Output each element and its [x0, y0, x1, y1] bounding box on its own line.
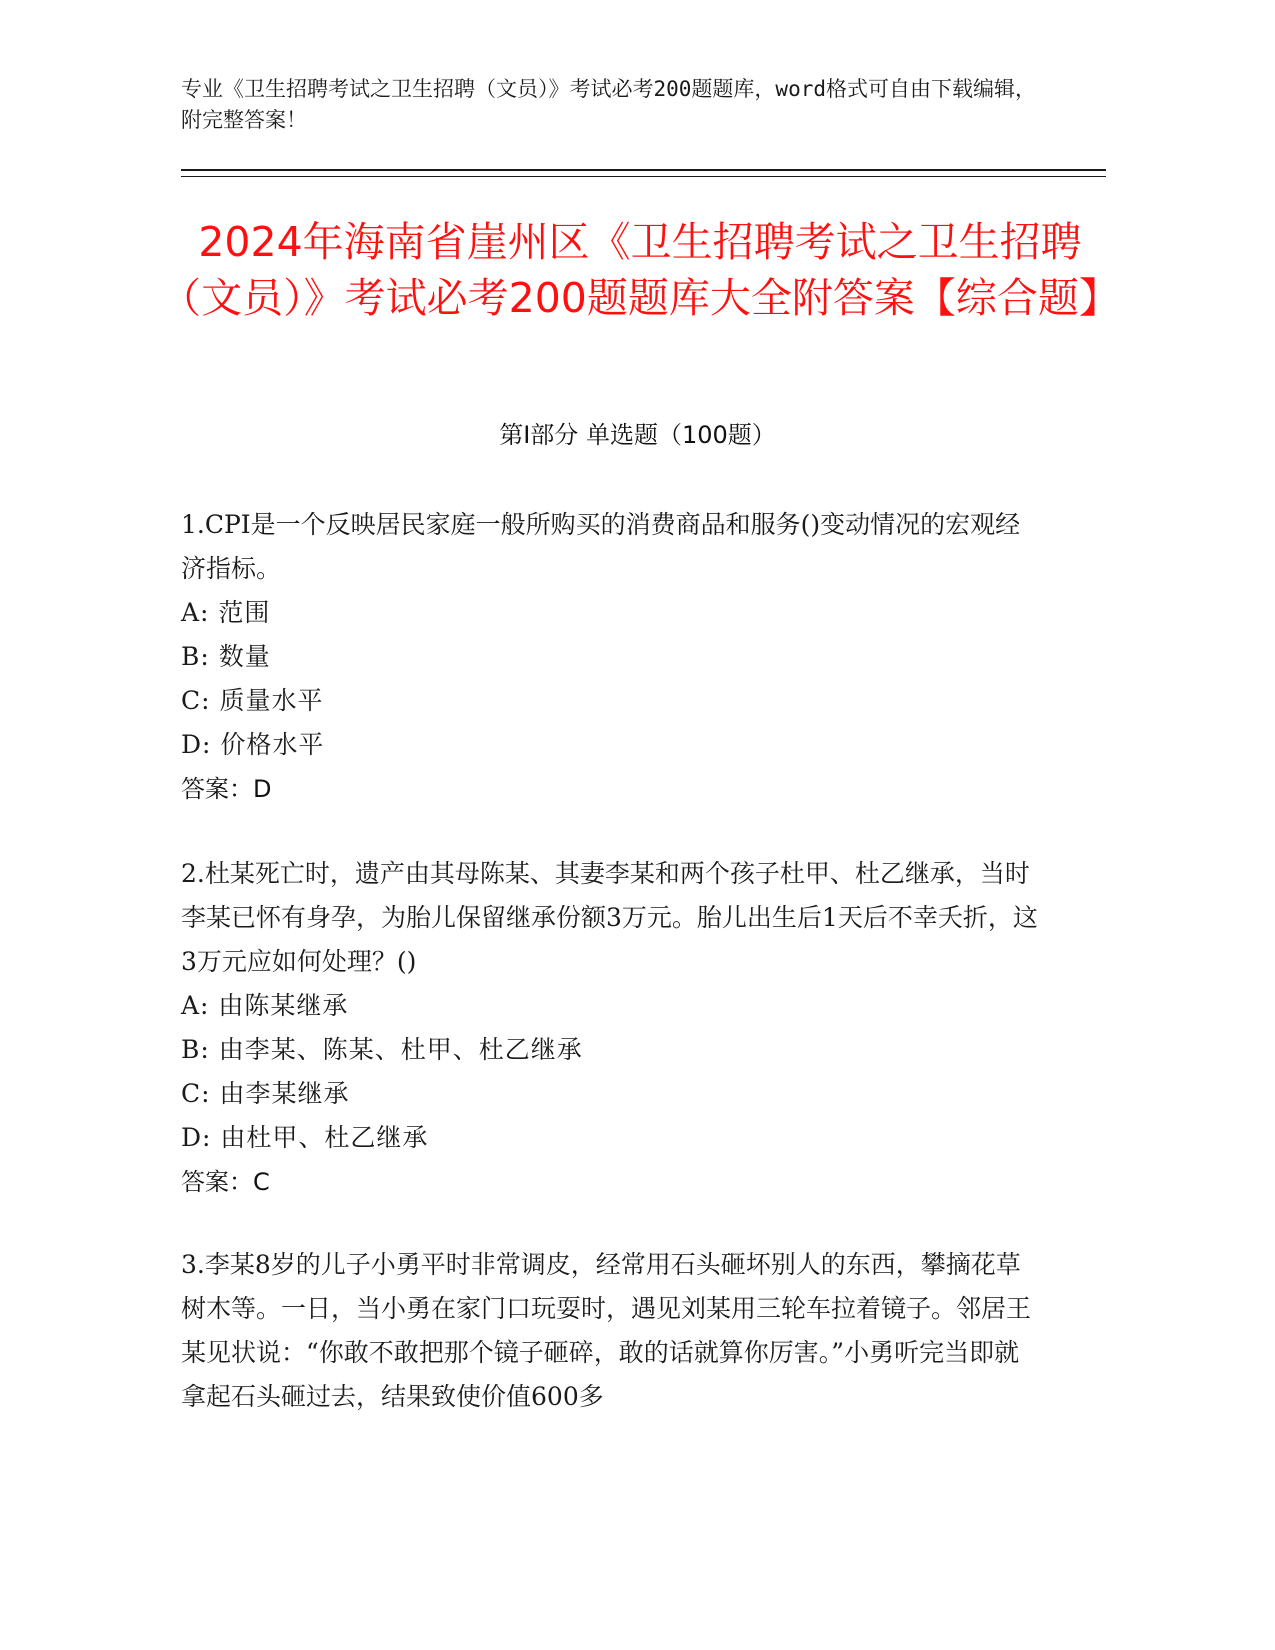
option-d: D: 由杜甲、杜乙继承 [181, 1123, 429, 1152]
option-c: C: 由李某继承 [181, 1079, 350, 1108]
section-title: 第Ⅰ部分 单选题（100题） [499, 421, 776, 449]
question-2 [181, 852, 1041, 1204]
question-stem: 2.杜某死亡时，遗产由其母陈某、其妻李某和两个孩子杜甲、杜乙继承，当时李某已怀有身孕，为胎儿保留继承份额3万元。胎儿出生后1天后不幸夭折，这3万元应如何处理？() [181, 859, 1038, 976]
answer: 答案：C [181, 1168, 270, 1196]
header-rule-thin [181, 176, 1106, 177]
option-b: B: 数量 [181, 642, 271, 671]
option-c: C: 质量水平 [181, 686, 324, 715]
answer: 答案：D [181, 775, 272, 803]
question-3 [181, 1243, 1041, 1419]
header-note: 专业《卫生招聘考试之卫生招聘（文员）》考试必考200题题库，word格式可自由下载编辑，附完整答案！ [181, 77, 1036, 132]
question-stem: 1.CPI是一个反映居民家庭一般所购买的消费商品和服务()变动情况的宏观经济指标。 [181, 510, 1021, 583]
document-title: 2024年海南省崖州区《卫生招聘考试之卫生招聘（文员）》考试必考200题题库大全附答案【综合题】 [160, 218, 1120, 322]
option-d: D: 价格水平 [181, 730, 325, 759]
option-b: B: 由李某、陈某、杜甲、杜乙继承 [181, 1035, 583, 1064]
question-1 [181, 503, 1041, 811]
header-rule-thick [181, 169, 1106, 171]
option-a: A: 范围 [181, 598, 271, 627]
option-a: A: 由陈某继承 [181, 991, 349, 1020]
question-stem: 3.李某8岁的儿子小勇平时非常调皮，经常用石头砸坏别人的东西，攀摘花草树木等。一日，当小勇在家门口玩耍时，遇见刘某用三轮车拉着镜子。邻居王某见状说：“你敢不敢把那个镜子砸碎，敢的话就算你厉害。”小勇听完当即就拿起石头砸过去，结果致使价值600多 [181, 1250, 1032, 1411]
